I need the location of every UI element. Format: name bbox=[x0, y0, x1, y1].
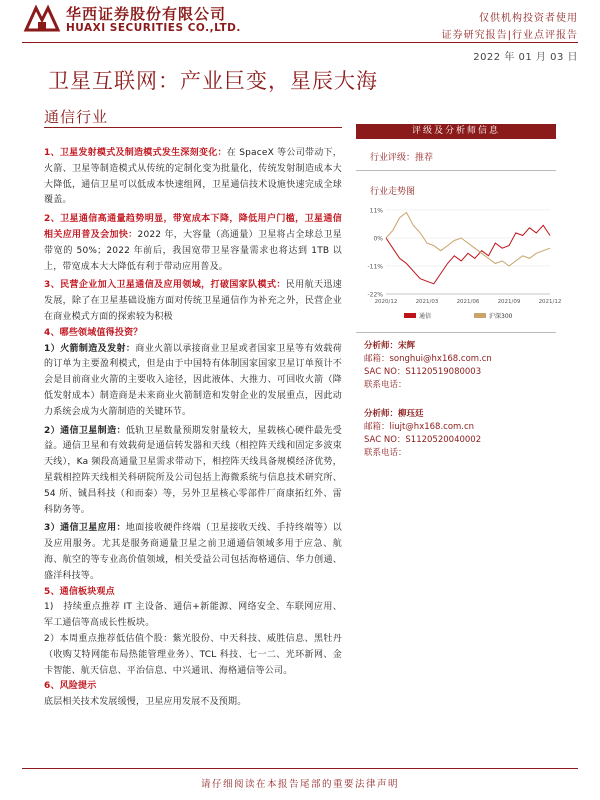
paragraph-9-head: 6、风险提示 bbox=[44, 681, 97, 692]
paragraph-7: 3）通信卫星应用：地面接收硬件终端（卫星接收天线、手持终端等）以及应用服务。尤其是服务商通量卫星之前卫通通信领域多用于应急、航海、航空的等专业高价值领域，相关受益公司包括海格通信、华力创通、盛洋科技等。 bbox=[44, 523, 342, 581]
paragraph-4: 4、哪些领域值得投资？ bbox=[44, 327, 143, 338]
paragraph-5: 1）火箭制造及发射：商业火箭以承接商业卫星或者国家卫星等有效载荷的订单为主要盈利模式，但是由于中国特有体制国家国家卫星订单预计不会是目前商业火箭的主要收入途径，因此液体、大推力、可回收火箭（降低发射成本）制造商是未来商业火箭制造和发射企业的发展重点，因此动力系统会成为火箭制造的关键环节。 bbox=[44, 343, 343, 417]
y-tick-label: -22% bbox=[367, 291, 383, 299]
company-name-cn: 华西证券股份有限公司 bbox=[66, 5, 227, 23]
header-divider bbox=[22, 42, 578, 43]
x-tick-label: 2021/06 bbox=[456, 299, 480, 305]
legend-label: 通信 bbox=[419, 313, 432, 320]
industry-trend-chart bbox=[364, 202, 562, 326]
report-body bbox=[44, 146, 342, 711]
section-divider bbox=[44, 127, 342, 128]
huaxi-logo-icon bbox=[22, 4, 62, 32]
x-tick-label: 2021/03 bbox=[415, 299, 439, 305]
industry-rating: 行业评级：推荐 bbox=[370, 153, 434, 163]
y-tick-label: 11% bbox=[369, 207, 383, 215]
legend-label: 沪深300 bbox=[489, 313, 513, 320]
series-line-1 bbox=[386, 225, 550, 283]
paragraph-8-b: 2）本周重点推荐低估值个股：紫光股份、中天科技、威胜信息、黑牡丹（收购艾特网能布局热能管理业务）、TCL 科技、七一二、光环新网、金卡智能、航天信息、平治信息、中兴通讯、海格通信等公司。 bbox=[44, 633, 342, 676]
paragraph-9: 底层相关技术发展缓慢，卫星应用发展不及预期。 bbox=[44, 697, 247, 708]
y-tick-label: 0% bbox=[373, 235, 383, 243]
section-title: 通信行业 bbox=[44, 108, 109, 126]
paragraph-2: 2、卫星通信高通量趋势明显，带宽成本下降，降低用户门槛，卫星通信相关应用普及会加快：2022 年，大容量（高通量）卫星将占全球总卫星带宽的 50%；2022 年前后，我国宽带卫星容量需求也将达到 1TB 以上，带宽成本大大降低有利于带动应用普及。 bbox=[44, 214, 342, 272]
analyst-2: 分析师：柳珏廷 邮箱：liujt@hx168.com.cn SAC NO：S1120520040002 联系电话： bbox=[364, 409, 482, 458]
report-date: 2022 年 01 月 03 日 bbox=[473, 52, 578, 63]
footer-disclaimer: 请仔细阅读在本报告尾部的重要法律声明 bbox=[200, 779, 399, 790]
analyst-1: 分析师：宋辉 邮箱：songhui@hx168.com.cn SAC NO：S1120519080003 联系电话： bbox=[364, 341, 492, 390]
legend-swatch bbox=[474, 313, 486, 318]
paragraph-6: 2）通信卫星制造：低轨卫星数量预期发射量较大，星载核心硬件最先受益。通信卫星和有效载荷是通信转发器和天线（相控阵天线和固定多波束天线），Ka 频段高通量卫星需求带动下，相控阵天线具备规模经济优势，星载相控阵天线相关科研院所及公司包括上海微系统与信息技术研究所、54 所、铖昌科技（和而泰）等，另外卫星核心零部件厂商康拓红外、雷科防务等。 bbox=[44, 425, 342, 515]
sidebar-divider-2 bbox=[356, 332, 556, 333]
y-tick-label: -11% bbox=[367, 263, 383, 271]
series-line-2 bbox=[386, 213, 550, 267]
paragraph-8-head: 5、通信板块观点 bbox=[44, 586, 115, 597]
legend-swatch bbox=[404, 313, 416, 318]
sidebar-divider bbox=[356, 170, 556, 171]
footer-divider bbox=[22, 768, 578, 769]
sidebar-header: 评级及分析师信息 bbox=[356, 124, 556, 139]
paragraph-1: 1、卫星发射模式及制造模式发生深刻变化：在 SpaceX 等公司带动下，火箭、卫星等制造模式从传统的定制化变为批量化，传统发射制造成本大大降低，通信卫星可以低成本快速组网，卫星通信技术设施快速完成全球覆盖。 bbox=[44, 148, 342, 206]
report-title: 卫星互联网：产业巨变，星辰大海 bbox=[48, 69, 378, 93]
trend-chart-label: 行业走势图 bbox=[370, 187, 416, 197]
audience-note: 仅供机构投资者使用 bbox=[479, 13, 578, 24]
paragraph-8-a: 1) 持续重点推荐 IT 主设备、通信+新能源、网络安全、车联网应用、军工通信等高成长性板块。 bbox=[44, 602, 342, 629]
x-tick-label: 2021/09 bbox=[497, 299, 521, 305]
x-tick-label: 2021/12 bbox=[538, 299, 562, 305]
x-tick-label: 2020/12 bbox=[374, 299, 398, 305]
company-name-en: HUAXI SECURITIES CO.,LTD. bbox=[66, 22, 241, 34]
paragraph-3: 3、民营企业加入卫星通信及应用领域，打破国家队模式：民用航天迅速发展，除了在卫星基础设施方面对传统卫星通信作为补充之外，民营企业在商业模式方面的探索较为积极 bbox=[44, 280, 343, 322]
report-type: 证券研究报告|行业点评报告 bbox=[441, 30, 578, 41]
